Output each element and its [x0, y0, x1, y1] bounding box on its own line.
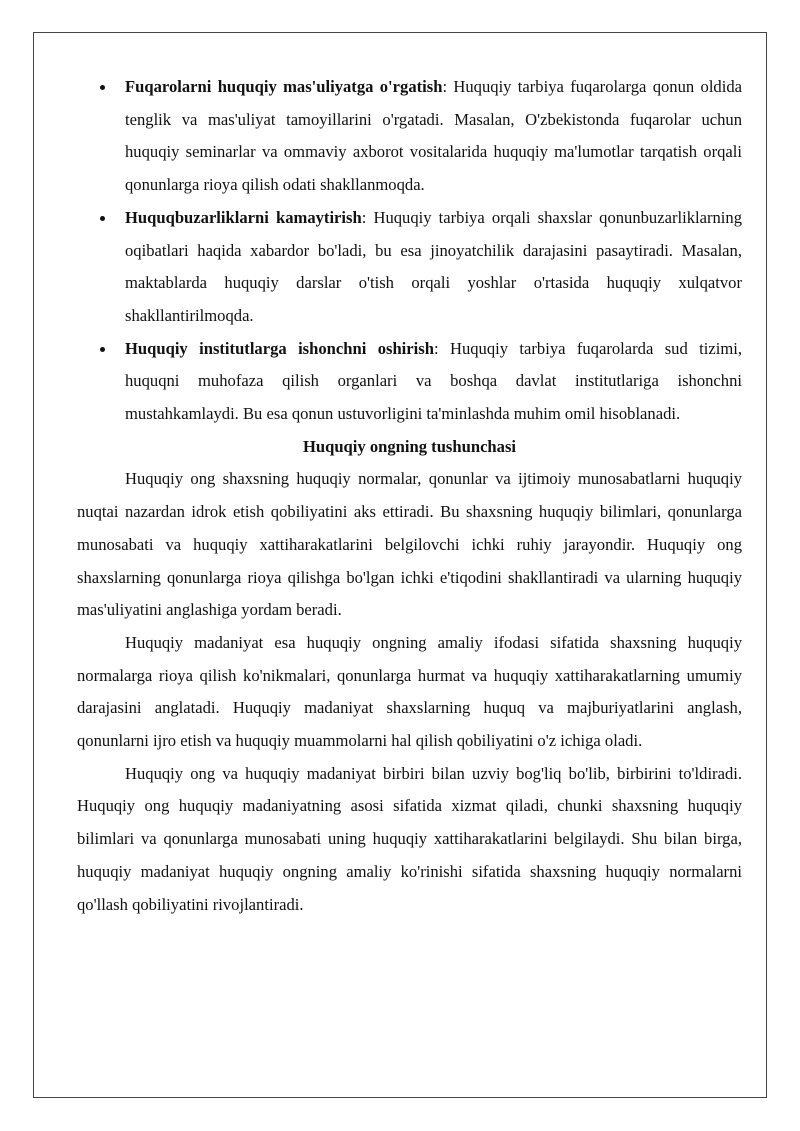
bullet-dot-icon	[100, 347, 105, 352]
bullet-title: Fuqarolarni huquqiy mas'uliyatga o'rgatish	[125, 77, 443, 96]
bullet-text: : Huquqiy tarbiya orqali shaxslar qonunbuzarliklarning oqibatlari haqida xabardor bo'ladi, bu esa jinoyatchilik darajasini pasaytiradi. Masalan, maktablarda huquqiy darslar o'tish orqali yoshlar o'rtasida huquqiy xulqatvor shakllantirilmoqda.	[125, 207, 743, 325]
bullet-text: : Huquqiy tarbiya fuqarolarga qonun oldida tenglik va mas'uliyat tamoyillarini o'rgatadi. Masalan, O'zbekistonda fuqarolar uchun huquqiy seminarlar va ommaviy axborot vositalarida huquqiy ma'lumotlar tarqatish orqali qonunlarga rioya qilish odati shakllanmoqda.	[125, 77, 742, 195]
bullet-text: : Huquqiy tarbiya fuqarolarda sud tizimi, huquqni muhofaza qilish organlari va boshqa davlat institutlariga ishonchni mustahkamlaydi. Bu esa qonun ustuvorligini ta'minlashda muhim omil hisoblanadi.	[125, 338, 743, 424]
paragraph: Huquqiy ong shaxsning huquqiy normalar, qonunlar va ijtimoiy munosabatlarni huquqiy nuqtai nazardan idrok etish qobiliyatini aks ettiradi. Bu shaxsning huquqiy bilimlari, qonunlarga munosabati va huquqiy xattiharakatlarini belgilovchi ichki ruhiy jarayondir. Huquqiy ong shaxslarning qonunlarga rioya qilishga bo'lgan ichki e'tiqodini shakllantiradi va ularning huquqiy mas'uliyatini anglashiga yordam beradi.	[77, 469, 742, 620]
bullet-title: Huquqiy institutlarga ishonchni oshirish	[125, 338, 434, 358]
section-heading: Huquqiy ongning tushunchasi	[302, 436, 517, 456]
bullet-dot-icon	[100, 216, 105, 221]
list-item	[77, 71, 742, 202]
bullet-dot-icon	[100, 85, 105, 90]
list-item	[77, 333, 742, 431]
bullet-title: Huquqbuzarliklarni kamaytirish	[125, 207, 362, 227]
list-item	[77, 202, 742, 333]
paragraph: Huquqiy madaniyat esa huquqiy ongning amaliy ifodasi sifatida shaxsning huquqiy normalarga rioya qilish ko'nikmalari, qonunlarga hurmat va huquqiy xattiharakatlarning umumiy darajasini anglatadi. Huquqiy madaniyat shaxslarning huquq va majburiyatlarini anglash, qonunlarni ijro etish va huquqiy muammolarni hal qilish qobiliyatini o'z ichiga oladi.	[77, 632, 742, 751]
bullet-list	[77, 71, 742, 431]
paragraph: Huquqiy ong va huquqiy madaniyat birbiri bilan uzviy bog'liq bo'lib, birbirini to'ldiradi. Huquqiy ong huquqiy madaniyatning asosi sifatida xizmat qiladi, chunki shaxsning huquqiy bilimlari va qonunlarga munosabati uning huquqiy xattiharakatlarini belgilaydi. Shu bilan birga, huquqiy madaniyat huquqiy ongning amaliy ko'rinishi sifatida shaxsning huquqiy normalarni qo'llash qobiliyatini rivojlantiradi.	[77, 763, 742, 914]
document-body	[77, 71, 742, 921]
